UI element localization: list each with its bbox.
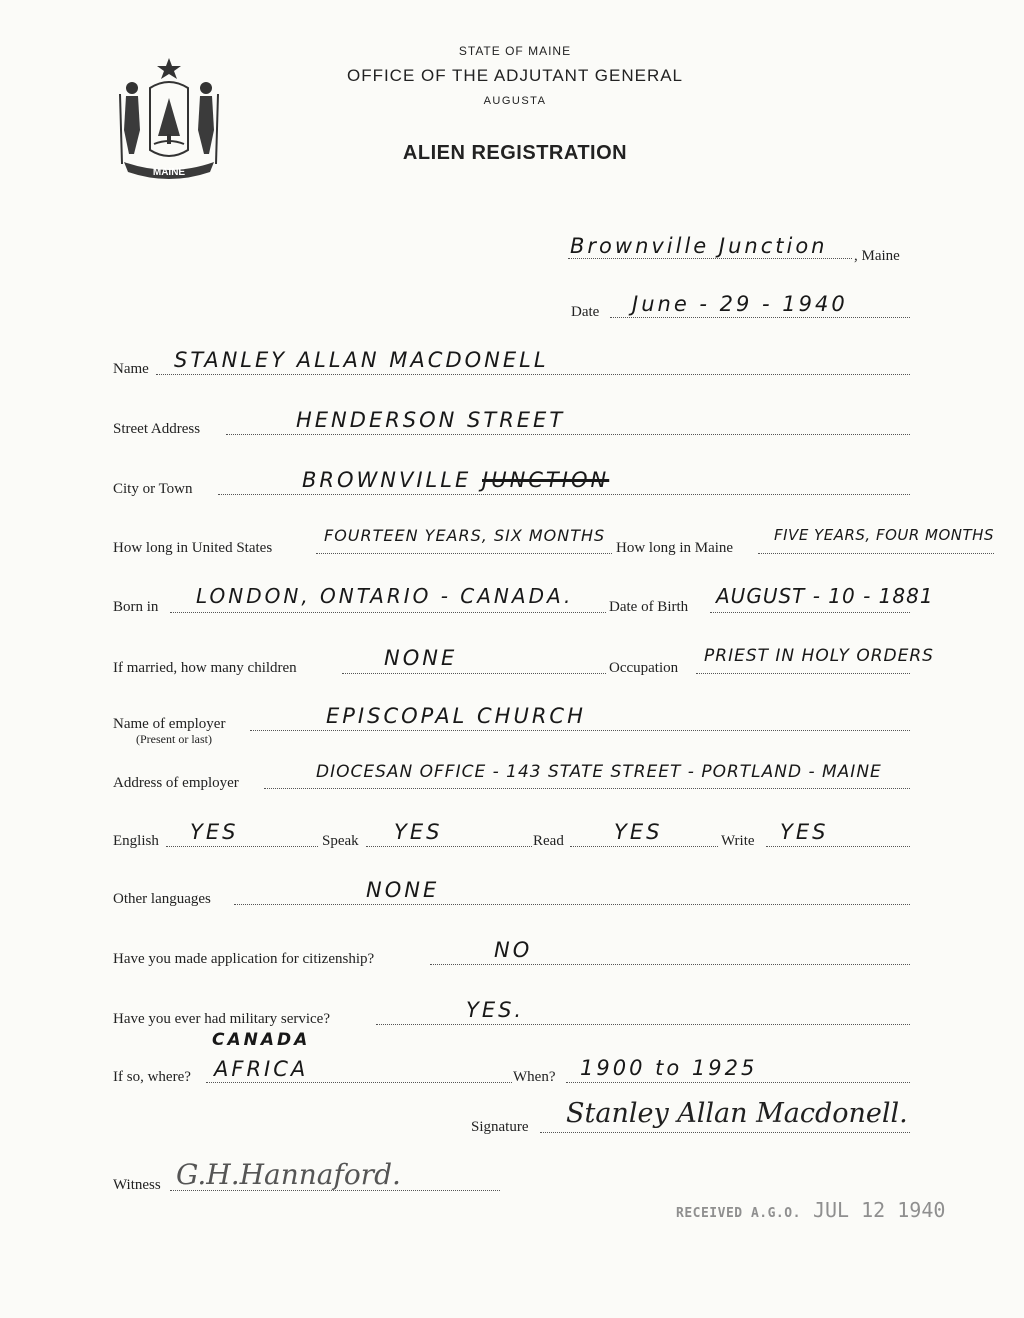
how-long-maine-value: FIVE YEARS, FOUR MONTHS <box>774 526 994 544</box>
when-line <box>566 1082 910 1083</box>
english-value: YES <box>190 820 239 844</box>
children-label: If married, how many children <box>113 660 297 676</box>
signature-label: Signature <box>471 1119 529 1135</box>
children-line <box>342 673 606 674</box>
dob-value: AUGUST - 10 - 1881 <box>716 584 934 608</box>
svg-text:MAINE: MAINE <box>152 167 186 178</box>
street-line <box>226 434 910 435</box>
city-value: BROWNVILLE <box>302 468 472 492</box>
speak-line <box>366 846 532 847</box>
read-line <box>570 846 718 847</box>
city-struck-value: JUNCTION <box>482 468 610 492</box>
citizenship-line <box>430 964 910 965</box>
english-label: English <box>113 833 159 849</box>
place-suffix: , Maine <box>854 248 900 264</box>
other-languages-label: Other languages <box>113 891 211 907</box>
write-line <box>766 846 910 847</box>
born-in-label: Born in <box>113 599 159 615</box>
signature-value: Stanley Allan Macdonell. <box>566 1098 908 1129</box>
how-long-maine-label: How long in Maine <box>616 540 734 556</box>
dob-label: Date of Birth <box>609 599 689 615</box>
how-long-maine-line <box>758 553 994 554</box>
date-line <box>610 317 910 318</box>
witness-label: Witness <box>113 1177 161 1193</box>
place-line <box>568 258 852 259</box>
place-value: Brownville Junction <box>570 234 828 258</box>
other-languages-line <box>234 904 910 905</box>
occupation-label: Occupation <box>609 660 679 676</box>
witness-value: G.H.Hannaford. <box>176 1158 401 1191</box>
employer-line <box>250 730 910 731</box>
born-in-value: LONDON, ONTARIO - CANADA. <box>196 584 574 608</box>
dob-line <box>710 612 910 613</box>
occupation-value: PRIEST IN HOLY ORDERS <box>704 646 934 666</box>
military-value: YES. <box>466 998 525 1022</box>
signature-line <box>540 1132 910 1133</box>
received-stamp <box>676 1198 945 1222</box>
employer-label: Name of employer <box>113 716 226 732</box>
employer-value: EPISCOPAL CHURCH <box>326 704 586 728</box>
name-label: Name <box>113 361 149 377</box>
when-value: 1900 to 1925 <box>580 1056 758 1080</box>
speak-label: Speak <box>322 833 359 849</box>
maine-state-seal <box>110 54 228 184</box>
read-label: Read <box>533 833 564 849</box>
name-value: STANLEY ALLAN MACDONELL <box>174 348 549 372</box>
write-label: Write <box>721 833 755 849</box>
employer-sublabel: (Present or last) <box>136 732 212 746</box>
write-value: YES <box>780 820 829 844</box>
military-label: Have you ever had military service? <box>113 1011 330 1027</box>
where-value: AFRICA <box>214 1057 309 1081</box>
born-in-line <box>170 612 606 613</box>
citizenship-label: Have you made application for citizenship? <box>113 951 375 967</box>
form-title: ALIEN REGISTRATION <box>402 142 628 164</box>
how-long-us-label: How long in United States <box>113 540 273 556</box>
street-value: HENDERSON STREET <box>296 408 566 432</box>
city-heading: AUGUSTA <box>483 95 547 107</box>
street-label: Street Address <box>113 421 201 437</box>
children-value: NONE <box>384 646 458 670</box>
citizenship-value: NO <box>494 938 533 962</box>
occupation-line <box>696 673 910 674</box>
date-value: June - 29 - 1940 <box>632 292 848 316</box>
employer-address-label: Address of employer <box>113 775 239 791</box>
how-long-us-line <box>316 553 612 554</box>
received-stamp-label: RECEIVED A.G.O. <box>676 1206 801 1221</box>
military-line <box>376 1024 910 1025</box>
received-stamp-date: JUL 12 1940 <box>812 1198 946 1222</box>
city-label: City or Town <box>113 481 193 497</box>
where-value-top: CANADA <box>212 1030 311 1050</box>
speak-value: YES <box>394 820 443 844</box>
employer-address-line <box>264 788 910 789</box>
other-languages-value: NONE <box>366 878 440 902</box>
name-line <box>156 374 910 375</box>
city-line <box>218 494 910 495</box>
date-label: Date <box>571 304 600 320</box>
state-heading: STATE OF MAINE <box>458 44 572 58</box>
where-line <box>206 1082 512 1083</box>
how-long-us-value: FOURTEEN YEARS, SIX MONTHS <box>324 526 606 545</box>
office-heading: OFFICE OF THE ADJUTANT GENERAL <box>346 66 684 85</box>
when-label: When? <box>513 1069 556 1085</box>
employer-address-value: DIOCESAN OFFICE - 143 STATE STREET - PORTLAND - MAINE <box>316 762 882 782</box>
where-label: If so, where? <box>113 1069 191 1085</box>
english-line <box>166 846 318 847</box>
read-value: YES <box>614 820 663 844</box>
